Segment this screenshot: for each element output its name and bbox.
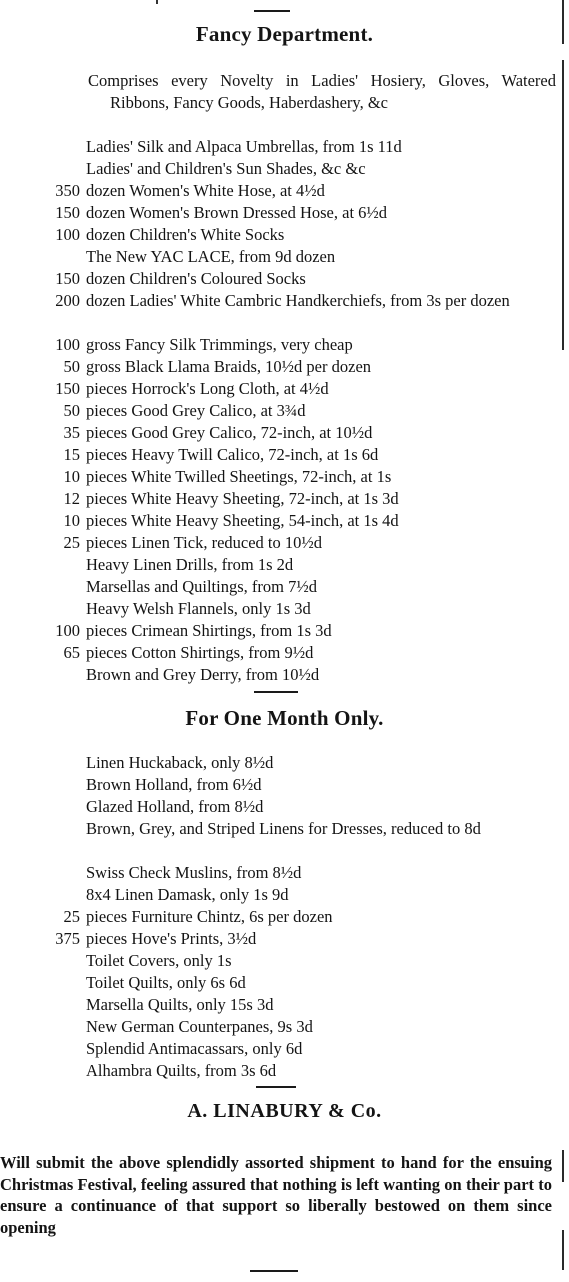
item-description: Linen Huckaback, only 8½d [86, 753, 274, 772]
item-description: Toilet Quilts, only 6s 6d [86, 973, 246, 992]
item-quantity: 100 [55, 621, 80, 640]
item-description: Marsellas and Quiltings, from 7½d [86, 577, 317, 596]
one-month-only-item-list [0, 752, 569, 1082]
bottom-divider-rule [250, 1270, 298, 1272]
item-description: dozen Children's White Socks [86, 225, 285, 244]
list-item [0, 268, 569, 290]
item-description: The New YAC LACE, from 9d dozen [86, 247, 336, 266]
list-item [0, 400, 569, 422]
list-item [0, 554, 569, 576]
list-item [0, 466, 569, 488]
list-item [0, 576, 569, 598]
list-item [0, 378, 569, 400]
item-description: Toilet Covers, only 1s [86, 951, 232, 970]
item-description: Swiss Check Muslins, from 8½d [86, 863, 302, 882]
item-quantity: 65 [63, 643, 80, 662]
list-item [0, 422, 569, 444]
item-quantity: 25 [63, 533, 80, 552]
item-description: Brown, Grey, and Striped Linens for Dresses, reduced to 8d [86, 819, 481, 838]
item-quantity: 10 [63, 511, 80, 530]
item-description: pieces Horrock's Long Cloth, at 4½d [86, 379, 329, 398]
item-description: pieces Hove's Prints, 3½d [86, 929, 257, 948]
list-item [0, 796, 569, 818]
top-divider-rule [254, 10, 290, 12]
list-item [0, 994, 569, 1016]
firm-name-heading: A. LINABURY & Co. [187, 1100, 382, 1122]
item-quantity: 35 [63, 423, 80, 442]
list-item [0, 752, 569, 774]
list-item [0, 928, 569, 950]
list-item [0, 1060, 569, 1082]
item-description: Brown and Grey Derry, from 10½d [86, 665, 320, 684]
section-divider-rule [254, 691, 298, 693]
list-item [0, 664, 569, 686]
list-item [0, 488, 569, 510]
section-heading-one-month-only: For One Month Only. [185, 706, 384, 730]
list-item [0, 1016, 569, 1038]
item-description: dozen Children's Coloured Socks [86, 269, 306, 288]
item-description: New German Counterpanes, 9s 3d [86, 1017, 313, 1036]
item-description: dozen Women's Brown Dressed Hose, at 6½d [86, 203, 388, 222]
fancy-department-item-list [0, 136, 569, 686]
list-item [0, 356, 569, 378]
item-description: pieces Good Grey Calico, 72-inch, at 10½d [86, 423, 373, 442]
list-item [0, 906, 569, 928]
item-description: dozen Women's White Hose, at 4½d [86, 181, 325, 200]
item-description: Glazed Holland, from 8½d [86, 797, 264, 816]
column-border-line [562, 1230, 564, 1270]
closing-paragraph: Will submit the above splendidly assorted shipment to hand for the ensuing Christmas Festival, feeling assured that nothing is left wanting on their part to ensure a continuance of that support so liberally bestowed on them since opening [0, 1153, 552, 1237]
section-divider-rule [256, 1086, 296, 1088]
item-quantity: 10 [63, 467, 80, 486]
item-description: pieces White Heavy Sheeting, 54-inch, at 1s 4d [86, 511, 399, 530]
list-item [0, 818, 569, 862]
item-quantity: 375 [55, 929, 80, 948]
item-description: Marsella Quilts, only 15s 3d [86, 995, 274, 1014]
list-item [0, 444, 569, 466]
item-description: pieces Linen Tick, reduced to 10½d [86, 533, 322, 552]
list-item [0, 158, 569, 180]
item-quantity: 15 [63, 445, 80, 464]
list-item [0, 642, 569, 664]
item-quantity: 50 [63, 401, 80, 420]
item-description: gross Black Llama Braids, 10½d per dozen [86, 357, 372, 376]
list-item [0, 246, 569, 268]
item-description: Brown Holland, from 6½d [86, 775, 262, 794]
item-description: pieces Good Grey Calico, at 3¾d [86, 401, 306, 420]
item-description: pieces White Heavy Sheeting, 72-inch, at 1s 3d [86, 489, 399, 508]
column-border-line [562, 1150, 564, 1182]
item-description: Ladies' Silk and Alpaca Umbrellas, from 1s 11d [86, 137, 402, 156]
item-description: pieces Crimean Shirtings, from 1s 3d [86, 621, 332, 640]
list-item [0, 180, 569, 202]
item-quantity: 150 [55, 379, 80, 398]
item-quantity: 12 [63, 489, 80, 508]
item-description: Ladies' and Children's Sun Shades, &c &c [86, 159, 366, 178]
list-item [0, 884, 569, 906]
item-quantity: 350 [55, 181, 80, 200]
list-item [0, 972, 569, 994]
list-item [0, 510, 569, 532]
list-item [0, 202, 569, 224]
list-item [0, 620, 569, 642]
item-description: 8x4 Linen Damask, only 1s 9d [86, 885, 289, 904]
item-description: Splendid Antimacassars, only 6d [86, 1039, 303, 1058]
list-item [0, 290, 569, 334]
item-description: Alhambra Quilts, from 3s 6d [86, 1061, 277, 1080]
item-description: gross Fancy Silk Trimmings, very cheap [86, 335, 353, 354]
item-quantity: 200 [55, 291, 80, 310]
section-intro-paragraph: Comprises every Novelty in Ladies' Hosiery, Gloves, Watered Ribbons, Fancy Goods, Haberdashery, &c [88, 71, 556, 112]
item-quantity: 150 [55, 203, 80, 222]
item-quantity: 150 [55, 269, 80, 288]
top-edge-mark [156, 0, 158, 4]
list-item [0, 532, 569, 554]
item-description: Heavy Linen Drills, from 1s 2d [86, 555, 294, 574]
section-heading-fancy-department: Fancy Department. [195, 22, 374, 46]
item-quantity: 100 [55, 335, 80, 354]
item-description: pieces White Twilled Sheetings, 72-inch, at 1s [86, 467, 392, 486]
item-description: dozen Ladies' White Cambric Handkerchiefs, from 3s per dozen [86, 291, 510, 310]
item-quantity: 100 [55, 225, 80, 244]
item-quantity: 25 [63, 907, 80, 926]
item-description: pieces Cotton Shirtings, from 9½d [86, 643, 314, 662]
list-item [0, 862, 569, 884]
list-item [0, 1038, 569, 1060]
list-item [0, 334, 569, 356]
list-item [0, 774, 569, 796]
list-item [0, 136, 569, 158]
item-description: Heavy Welsh Flannels, only 1s 3d [86, 599, 311, 618]
item-quantity: 50 [63, 357, 80, 376]
item-description: pieces Furniture Chintz, 6s per dozen [86, 907, 333, 926]
list-item [0, 598, 569, 620]
list-item [0, 224, 569, 246]
list-item [0, 950, 569, 972]
item-description: pieces Heavy Twill Calico, 72-inch, at 1s 6d [86, 445, 379, 464]
